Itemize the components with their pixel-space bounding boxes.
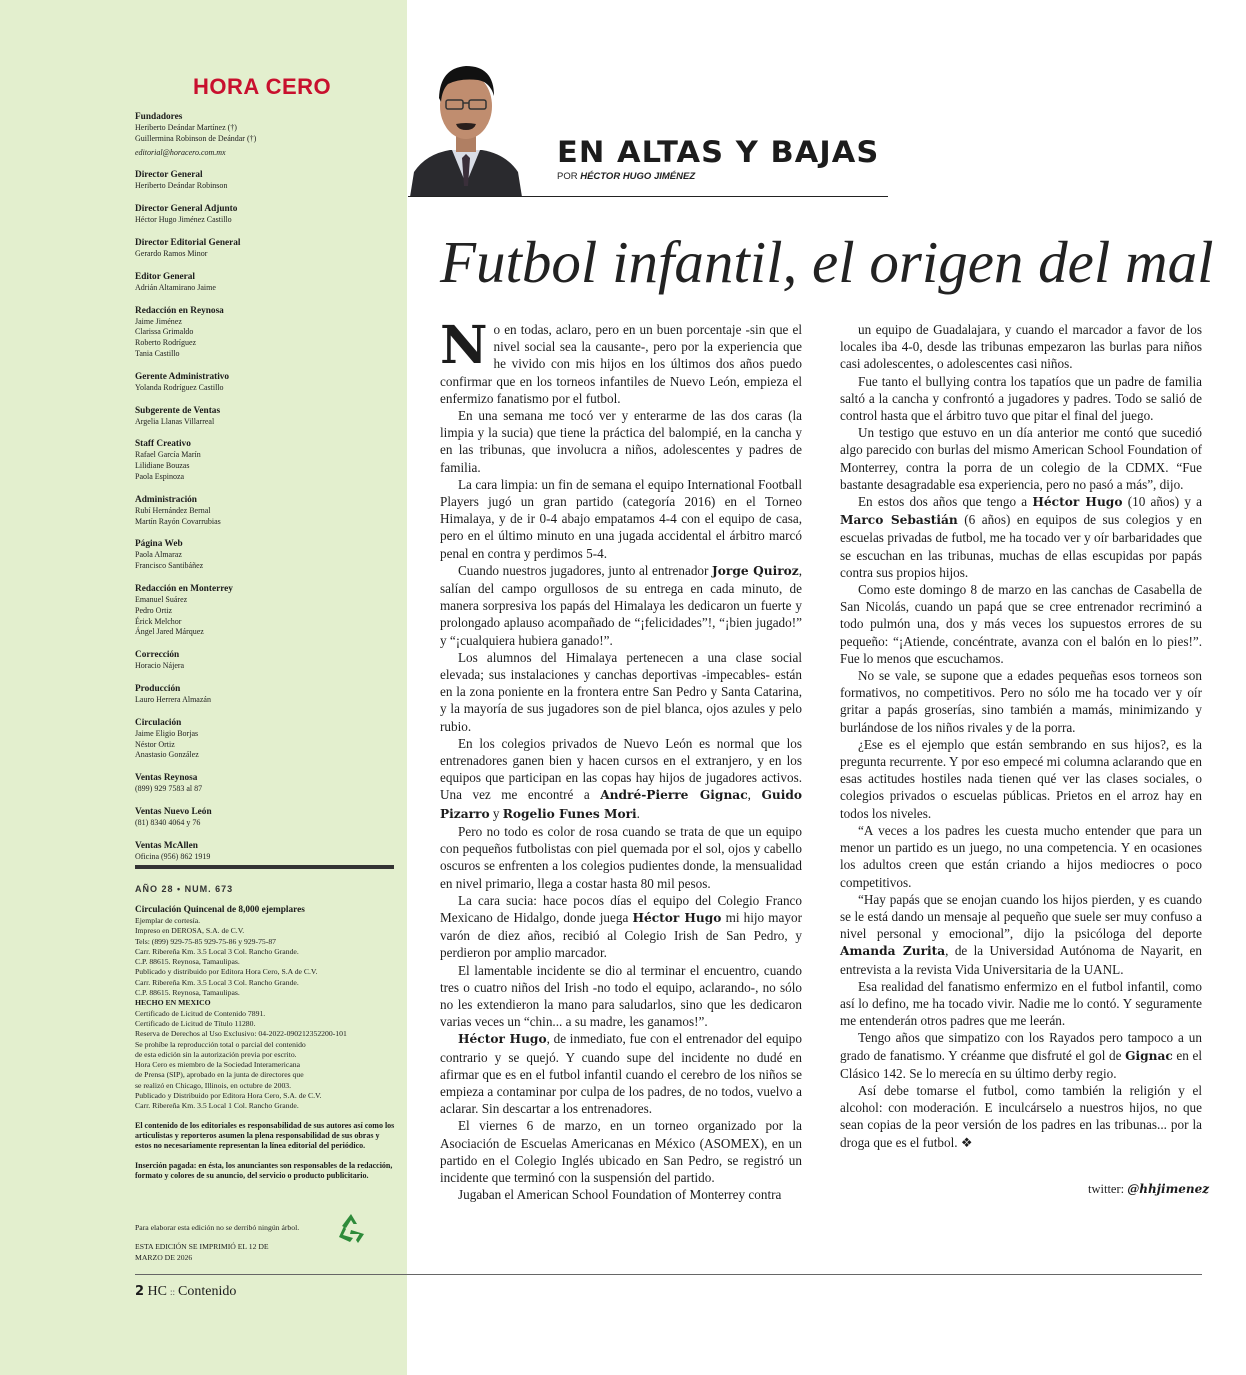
legal-line: Tels: (899) 929-75-85 929-75-86 y 929-75-87 [135,936,277,946]
text-run: Esa realidad del fanatismo enfermizo en el futbol infantil, como así lo defino, me ha tocado vivir. Nadie me lo contó. Y seguramente me entenderán otros padres que me leerán. [840,978,1202,1029]
masthead-staff-name: Heriberto Deándar Robinson [135,181,228,191]
header-rule [408,196,888,197]
masthead-staff-name: Jaime Eligio Borjas [135,728,199,738]
article-column-1 [440,315,802,1203]
text-run: (10 años) y a [1122,494,1203,510]
masthead-section [135,112,397,158]
article-paragraph [840,891,1202,978]
masthead-staff-name: Rafael García Marín [135,450,201,460]
masthead-section-title: Administración [135,494,197,505]
editorial-disclaimer: El contenido de los editoriales es responsabilidad de sus autores así como los articulistas y reporteros asumen la plena responsabilidad de sus obras y estos no necesariamente representan la línea editorial del periódico. [135,1120,395,1151]
bold-name: Marco Sebastián [840,513,958,528]
text-run: No se vale, se supone que a edades pequeñas esos torneos son formativos, no competitivos. Pero no sólo me ha tocado ver y oír gritar a papás groserías, sino también a mamás, minimizando y burlándose de los niños rivales y de la porra. [840,668,1202,735]
masthead-section-title: Director Editorial General [135,237,241,248]
masthead-staff-name: Tania Castillo [135,348,180,358]
recycle-icon [335,1212,367,1244]
article-column-2 [840,321,1202,1151]
masthead-section-title: Staff Creativo [135,439,191,450]
masthead-staff-name: (81) 8340 4064 y 76 [135,817,201,827]
hora-cero-logo [193,74,331,100]
article-paragraph [440,649,802,735]
article-paragraph [440,735,802,823]
text-run: La cara limpia: un fin de semana el equipo International Football Players jugó un gran partido (categoría 2016) en el Torneo Himalaya, y de ir 0-4 abajo empatamos 4-4 con el equipo de casa, pero en el último minuto en una jugada accidental el árbitro marcó penal en contra y perdimos 5-4. [440,476,802,561]
bold-name: Héctor Hugo [458,1032,547,1047]
masthead-staff-name: Paola Espinoza [135,471,185,481]
masthead-divider [135,865,394,869]
bold-name: Héctor Hugo [632,910,722,925]
folio-separator: :: [170,1287,176,1297]
masthead-staff-name: Jaime Jiménez [135,316,182,326]
masthead-staff-name: Clarissa Grimaldo [135,327,194,337]
twitter-handle: @hhjimenez [1127,1182,1210,1196]
twitter-credit [1088,1182,1209,1197]
article-paragraph [840,1082,1202,1151]
masthead-section [135,170,397,192]
column-title: EN ALTAS Y BAJAS [557,135,880,169]
legal-line: de esta edición sin la autorización previa por escrito. [135,1049,297,1059]
article-paragraph [840,1029,1202,1082]
masthead-staff-name: Heriberto Deándar Martínez (†) [135,123,237,132]
text-run: Cuando nuestros jugadores, junto al entrenador [458,562,712,578]
article-paragraph [440,407,802,476]
masthead-staff-name: Pedro Ortiz [135,605,173,615]
masthead-staff-list [135,112,397,875]
legal-lines [135,916,397,1112]
masthead-section-title: Fundadores [135,112,183,122]
masthead-staff-name: Adrián Altamirano Jaime [135,282,216,292]
masthead-section [135,773,397,795]
masthead-section-title: Redacción en Reynosa [135,305,224,316]
masthead-staff-name: Anastasio González [135,750,199,760]
text-run: mi hijo mayor varón de diez años, recibió al Colegio Irish de San Pedro, y perdieron por amplio marcador. [440,909,802,961]
text-run: En una semana me tocó ver y enterarme de las dos caras (la limpia y la sucia) que tiene la práctica del balompié, en la cancha y en las tribunas, que involucra a niños, adolescentes y padres de familia. [440,408,802,475]
article-paragraph [840,424,1202,493]
masthead-staff-name: Gerardo Ramos Minor [135,248,208,258]
paid-insertion-disclaimer: Inserción pagada: en ésta, los anunciantes son responsables de la redacción, formato y colores de su anuncio, del servicio o producto publicitario. [135,1160,393,1180]
text-run: , salían del campo orgullosos de su entrega en cada minuto, de manera sorpresiva los papás del Himalaya les dedicaron un fuerte y prolongado aplauso acompañado de “¡felicidades”!, “¡bien jugado!” y “¡cualquiera hubiera ganado!”. [440,562,802,648]
masthead-staff-name: Francisco Santibáñez [135,561,204,571]
text-run: El viernes 6 de marzo, en un torneo organizado por la Asociación de Escuelas Americanas en México (ASOMEX), en un partido en el Colegio Inglés ubicado en San Pedro, se registró un incidente que terminó con la suspensión del partido. [440,1118,802,1185]
legal-notice [135,905,397,1181]
masthead-section-title: Subgerente de Ventas [135,405,221,416]
masthead-section-title: Corrección [135,650,180,661]
masthead-staff-name: Emanuel Suárez [135,594,188,604]
text-run: Un testigo que estuvo en un día anterior me contó que sucedió algo parecido con burlas del mismo American School Foundation of Monterrey, contra la porra de un colegio de la CDMX. “Fue bastante desagradable esa experiencia, pero no pasó a más”, dijo. [840,425,1202,492]
legal-line: Publicado y Distribuido por Editora Hora Cero, S.A. de C.V. [135,1091,322,1101]
masthead-staff-name: Rubí Hernández Bernal [135,505,211,515]
page-number: 2 [135,1284,145,1299]
masthead-section [135,584,397,638]
masthead-staff-name: Horacio Nájera [135,661,185,671]
article-paragraph [840,822,1202,891]
article-paragraph [440,476,802,562]
masthead-section-title: Editor General [135,271,195,282]
masthead-staff-name: Lilidiane Bouzas [135,461,190,471]
article-paragraph [440,823,802,892]
masthead-section-title: Página Web [135,539,183,550]
bold-name: Amanda Zurita [840,944,946,959]
text-run: Tengo años que simpatizo con los Rayados pero tampoco a un grado de fanatismo. Y créanme que disfruté el gol de [840,1030,1202,1063]
byline-prefix: POR [557,171,578,182]
bold-name: Gignac [1125,1048,1173,1063]
masthead-staff-name: Martín Rayón Covarrubias [135,516,221,526]
author-name: HÉCTOR HUGO JIMÉNEZ [580,171,696,182]
masthead-section [135,306,397,360]
masthead-staff-name: Argelia Llanas Villarreal [135,416,215,426]
article-paragraph [840,373,1202,425]
article-paragraph [440,962,802,1031]
masthead-section [135,539,397,572]
masthead-staff-name: Néstor Ortiz [135,739,175,749]
legal-line: se realizó en Chicago, Illinois, en octubre de 2003. [135,1080,292,1090]
masthead-staff-name: Héctor Hugo Jiménez Castillo [135,215,232,225]
text-run: , [747,787,762,803]
logo-text: HORA CERO [193,74,332,99]
legal-line: Publicado y distribuido por Editora Hora Cero, S.A de C.V. [135,967,318,977]
masthead-staff-name: Roberto Rodríguez [135,338,197,348]
text-run: Así debe tomarse el futbol, como también la religión y el alcohol: con moderación. E inculcárselo a nuestros hijos, no que sean copias de la peor versión de los padres en las tribunas... por la droga que es el futbol. ❖ [840,1082,1202,1150]
text-run: El lamentable incidente se dio al terminar el encuentro, cuando tres o cuatro niños del Irish -no todo el equipo, aclarando-, no sólo no les extendieron la mano para saludarlos, sino que les dedicaron varias veces un “chin... a su madre, les ganamos!”. [440,962,802,1030]
masthead-staff-name: Lauro Herrera Almazán [135,694,211,704]
masthead-section [135,204,397,226]
masthead-staff-name: Paola Almaraz [135,550,182,560]
text-run: La cara sucia: hace pocos días el equipo del Colegio Franco Mexicano de Hidalgo, donde juega [440,892,802,925]
legal-line: Ejemplar de cortesía. [135,916,201,925]
footer-rule [135,1274,1202,1275]
text-run: , de la Universidad Autónoma de Nayarit, en entrevista a la revista Vida Universitaria de la UANL. [840,943,1203,977]
byline [557,171,695,182]
masthead-section-title: Director General [135,170,203,181]
text-run: En estos dos años que tengo a [858,494,1033,510]
masthead-section [135,272,397,294]
masthead-staff-name: Guillermina Robinson de Deándar (†) [135,133,257,143]
masthead-section [135,841,397,863]
article-paragraph [840,493,1202,581]
masthead-section-title: Gerente Administrativo [135,371,230,382]
masthead-section [135,650,397,672]
bold-name: Guido Pizarro [440,788,802,821]
masthead-section [135,684,397,706]
article-paragraph [440,562,802,649]
article-paragraph [440,1030,802,1117]
legal-line: Impreso en DEROSA, S.A. de C.V. [135,926,245,936]
legal-line: C.P. 88615. Reynosa, Tamaulipas. [135,957,240,967]
page-folio [135,1284,236,1300]
bold-name: André-Pierre Gignac [600,788,748,803]
text-run: . [636,805,640,821]
text-run: en el Clásico 142. Se lo merecía en su último derby regio. [840,1047,1202,1081]
tree-note: Para elaborar esta edición no se derribó ningún árbol. [135,1223,300,1232]
article-paragraph [840,581,1202,667]
masthead-section-title: Ventas McAllen [135,840,198,851]
article-headline: Futbol infantil, el origen del mal [440,229,1214,295]
masthead-staff-name: Yolanda Rodríguez Castillo [135,382,224,392]
article-paragraph [840,978,1202,1030]
masthead-section-title: Producción [135,683,181,694]
article-paragraph [840,667,1202,736]
article-paragraph [840,736,1202,822]
masthead-section-title: Redacción en Monterrey [135,583,233,594]
bold-name: Jorge Quiroz [712,563,799,578]
bold-name: Rogelio Funes Mori [502,806,637,821]
section-name: Contenido [178,1284,237,1299]
masthead-section [135,718,397,761]
legal-line: Certificado de Licitud de Título 11280. [135,1018,256,1028]
text-run: Los alumnos del Himalaya pertenecen a una clase social elevada; sus instalaciones y canchas deportivas -impecables- están en la zona poniente en la frontera entre San Pedro y Santa Catarina, y la mayoría de sus jugadores son de piel blanca, ojos azules y pelo rubio. [440,649,802,734]
text-run: “Hay papás que se enojan cuando los hijos pierden, y es cuando se le está dando un mensaje al pequeño que suele ser muy confuso a nivel personal y emocional”, dijo la psicóloga del deporte [840,891,1202,942]
print-date-note: ESTA EDICIÓN SE IMPRIMIÓ EL 12 DE MARZO DE 2026 [135,1242,269,1262]
text-run: , de inmediato, fue con el entrenador del equipo contrario y se quejó. Y cuando supe del incidente no dudé en afirmar que es en el futbol infantil cuando el cerebro de los niños se empieza a contaminar por culpa de los padres, de no todos, vuelvo a aclarar. Sin descartar a los entrenadores. [440,1031,802,1117]
publication-abbrev: HC [147,1284,167,1299]
masthead-email: editorial@horacero.com.mx [135,147,226,157]
masthead-section-title: Ventas Nuevo León [135,806,212,817]
text-run: Como este domingo 8 de marzo en las canchas de Casabella de San Nicolás, cuando un papá que se cree entrenador recriminó a todo pulmón una, dos y más veces los supuestos errores de su pequeño: “¡Atiende, concéntrate, avanza con el balón en lo pies!”. Fue lo menos que escuchamos. [840,582,1202,666]
text-run: Jugaban el American School Foundation of Monterrey contra [458,1187,782,1203]
author-photo [408,54,524,197]
circulation-title: Circulación Quincenal de 8,000 ejemplares [135,905,305,915]
legal-line: HECHO EN MEXICO [135,998,211,1008]
legal-line: Carr. Ribereña Km. 3.5 Local 3 Col. Rancho Grande. [135,946,299,956]
masthead-section [135,238,397,260]
masthead-section-title: Circulación [135,717,182,728]
text-run: (6 años) en equipos de sus colegios y en escuelas privadas de futbol, me ha tocado ver y oír barbaridades que se escuchan en las tribunas, muchas de ellas escupidas por papás contra sus propios hijos. [840,512,1202,580]
text-run: En los colegios privados de Nuevo León es normal que los entrenadores ganen bien y hacen cursos en el extranjero, y en los equipos que participan en las copas hay hijos de jugadores activos. Una vez me encontré a [440,735,802,803]
masthead-sidebar [0,0,407,1375]
masthead-section-title: Director General Adjunto [135,204,238,215]
drop-cap: N [440,315,488,376]
text-run: Pero no todo es color de rosa cuando se trata de que un equipo con pequeños futbolistas con piel quemada por el sol, ojos y cabello oscuros se enfrenten a los colegios pudientes donde, la mensualidad en nivel primario, llega a costar hasta 80 mil pesos. [440,823,802,891]
legal-line: Hora Cero es miembro de la Sociedad Interamericana [135,1060,300,1070]
legal-line: Carr. Ribereña Km. 3.5 Local 3 Col. Rancho Grande. [135,977,299,987]
legal-line: Certificado de Licitud de Contenido 7891. [135,1008,266,1018]
masthead-staff-name: Ángel Jared Márquez [135,627,204,637]
legal-line: Reserva de Derechos al Uso Exclusivo: 04-2022-090212352200-101 [135,1029,347,1039]
article-paragraph [440,1117,802,1186]
masthead-staff-name: (899) 929 7583 al 87 [135,784,203,794]
article-paragraph [440,315,802,407]
legal-line: de Prensa (SIP), aprobado en la junta de directores que [135,1070,304,1080]
article-paragraph [440,892,802,962]
masthead-section-title: Ventas Reynosa [135,773,198,784]
text-run: ¿Ese es el ejemplo que están sembrando en sus hijos?, es la pregunta recurrente. Y por eso empecé mi columna aclarando que en esas actitudes hostiles nada tienen qué ver las clases sociales, o colegios privados o escuelas públicas. Prietos en el arroz hay en todos los niveles. [840,736,1202,821]
masthead-section [135,406,397,428]
twitter-label: twitter: [1088,1182,1125,1196]
legal-line: Se prohíbe la reproducción total o parcial del contenido [135,1039,306,1049]
issue-number: AÑO 28 • NUM. 673 [135,884,234,894]
legal-line: C.P. 88615. Reynosa, Tamaulipas. [135,988,240,998]
masthead-section [135,495,397,528]
text-run: y [489,805,503,821]
masthead-section [135,372,397,394]
text-run: un equipo de Guadalajara, y cuando el marcador a favor de los locales iba 4-0, desde las tribunas empezaron las burlas para niños casi adolescentes, o adolescentes casi niños. [840,322,1202,372]
text-run: Fue tanto el bullying contra los tapatíos que un padre de familia saltó a la cancha y confrontó a jugadores y padres. Todo se salió de control hasta que el árbitro tuvo que pitar el final del juego. [840,373,1202,424]
article-paragraph [440,1186,802,1203]
masthead-staff-name: Oficina (956) 862 1919 [135,851,211,861]
masthead-section [135,807,397,829]
legal-line: Carr. Ribereña Km. 3.5 Local 1 Col. Rancho Grande. [135,1101,299,1111]
masthead-section [135,439,397,482]
bold-name: Héctor Hugo [1032,495,1123,510]
masthead-staff-name: Érick Melchor [135,616,182,626]
article-paragraph [840,321,1202,373]
text-run: “A veces a los padres les cuesta mucho entender que para un menor un partido es un juego, no una competencia. Y en ocasiones los adultos creen que están criando a hijos mediocres o poco competitivos. [840,822,1202,890]
text-run: o en todas, aclaro, pero en un buen porcentaje -sin que el nivel social sea la causante-, pero por la experiencia que he vivido con mis hijos en los últimos dos años puedo confirmar que en los torneos infantiles de Nuevo León, empieza el enfermizo fanatismo por el futbol. [440,322,802,406]
